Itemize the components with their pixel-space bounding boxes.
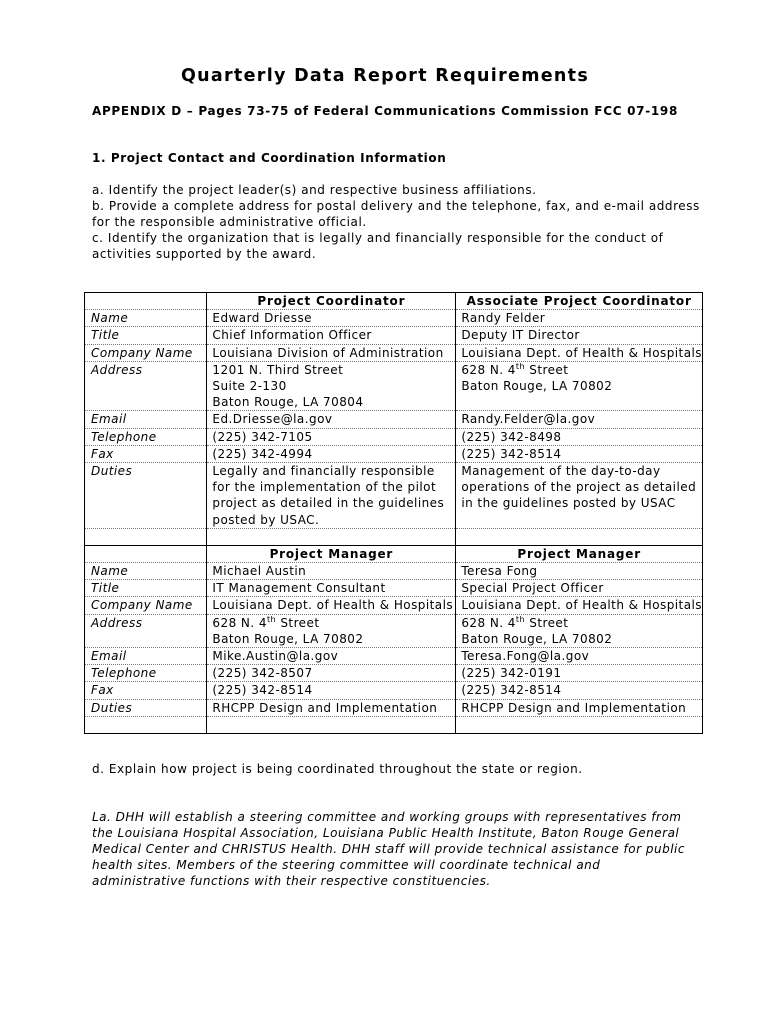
row-label: Duties [85, 699, 207, 716]
answer-line: Medical Center and CHRISTUS Health. DHH staff will provide technical assistance for public [92, 842, 685, 856]
document-subtitle: APPENDIX D – Pages 73-75 of Federal Communications Commission FCC 07-198 [91, 104, 679, 118]
table-row [85, 563, 703, 580]
table-cell: (225) 342-8498 [456, 428, 703, 445]
column-header: Project Coordinator [207, 293, 456, 310]
table-cell: RHCPP Design and Implementation [456, 699, 703, 716]
instruction-line: b. Provide a complete address for postal delivery and the telephone, fax, and e-mail address [92, 199, 700, 213]
address-line: Baton Rouge, LA 70802 [461, 631, 613, 646]
table-row [85, 327, 703, 344]
document-title: Quarterly Data Report Requirements [180, 66, 590, 86]
table-cell: Mike.Austin@la.gov [207, 648, 456, 665]
table-row [85, 682, 703, 699]
duties-line: posted by USAC. [212, 512, 320, 527]
table-cell: (225) 342-8514 [456, 682, 703, 699]
blank-row [85, 716, 703, 733]
address-line: Baton Rouge, LA 70804 [212, 395, 364, 410]
table-cell: Louisiana Division of Administration [207, 344, 456, 361]
table-cell: Randy.Felder@la.gov [456, 411, 703, 428]
table-header-row [85, 545, 703, 562]
table-cell: Special Project Officer [456, 580, 703, 597]
table-cell: (225) 342-4994 [207, 445, 456, 462]
section-instructions [92, 182, 712, 262]
address-line: Baton Rouge, LA 70802 [461, 379, 613, 394]
row-label: Name [85, 310, 207, 327]
table-row [85, 428, 703, 445]
column-header: Associate Project Coordinator [456, 293, 703, 310]
table-cell: Randy Felder [456, 310, 703, 327]
table-cell [207, 614, 456, 647]
table-row [85, 580, 703, 597]
section-heading: 1. Project Contact and Coordination Information [92, 151, 447, 165]
table-cell [456, 361, 703, 411]
row-label: Email [85, 411, 207, 428]
table-cell: (225) 342-7105 [207, 428, 456, 445]
table-cell: RHCPP Design and Implementation [207, 699, 456, 716]
row-label: Title [85, 327, 207, 344]
row-label: Duties [85, 463, 207, 529]
table-row [85, 411, 703, 428]
row-label: Address [85, 614, 207, 647]
row-label: Telephone [85, 665, 207, 682]
column-header: Project Manager [456, 545, 703, 562]
table-row [85, 310, 703, 327]
table-cell: (225) 342-8514 [207, 682, 456, 699]
address-line: Baton Rouge, LA 70802 [212, 631, 364, 646]
table-row [85, 344, 703, 361]
duties-line: project as detailed in the guidelines [212, 496, 445, 511]
table-header-row [85, 293, 703, 310]
instruction-line: c. Identify the organization that is legally and financially responsible for the conduct of [92, 231, 664, 245]
table-row [85, 597, 703, 614]
row-label: Telephone [85, 428, 207, 445]
table-row [85, 614, 703, 647]
instruction-line: for the responsible administrative official. [92, 215, 367, 229]
duties-line: in the guidelines posted by USAC [461, 496, 676, 511]
row-label: Fax [85, 682, 207, 699]
table-cell [456, 614, 703, 647]
table-cell: (225) 342-8514 [456, 445, 703, 462]
row-label: Address [85, 361, 207, 411]
row-label: Email [85, 648, 207, 665]
table-cell: (225) 342-0191 [456, 665, 703, 682]
table-cell: Edward Driesse [207, 310, 456, 327]
table-row [85, 665, 703, 682]
table-cell [456, 463, 703, 529]
blank-row [85, 528, 703, 545]
table-row [85, 361, 703, 411]
address-line: 628 N. 4th Street [212, 614, 320, 630]
table-cell: IT Management Consultant [207, 580, 456, 597]
duties-line: Legally and financially responsible [212, 464, 435, 479]
table-cell: Teresa.Fong@la.gov [456, 648, 703, 665]
table-cell: Louisiana Dept. of Health & Hospitals [456, 344, 703, 361]
table-cell [207, 463, 456, 529]
answer-line: administrative functions with their respective constituencies. [92, 874, 491, 888]
table-cell: Louisiana Dept. of Health & Hospitals [207, 597, 456, 614]
answer-line: the Louisiana Hospital Association, Louisiana Public Health Institute, Baton Rouge General [92, 826, 680, 840]
table-row [85, 699, 703, 716]
row-label: Company Name [85, 597, 207, 614]
question-d: d. Explain how project is being coordinated throughout the state or region. [92, 762, 583, 776]
table-row [85, 648, 703, 665]
table-cell [207, 361, 456, 411]
table-cell: Teresa Fong [456, 563, 703, 580]
duties-line: operations of the project as detailed [461, 480, 697, 495]
answer-paragraph [92, 809, 732, 889]
table-row [85, 463, 703, 529]
table-cell: Michael Austin [207, 563, 456, 580]
row-label: Name [85, 563, 207, 580]
address-line: 1201 N. Third Street [212, 362, 344, 377]
table-row [85, 445, 703, 462]
answer-line: health sites. Members of the steering committee will coordinate technical and [92, 858, 601, 872]
answer-line: La. DHH will establish a steering committee and working groups with representatives from [92, 810, 682, 824]
row-label: Company Name [85, 344, 207, 361]
table-cell: Louisiana Dept. of Health & Hospitals [456, 597, 703, 614]
duties-line: for the implementation of the pilot [212, 480, 437, 495]
row-label: Fax [85, 445, 207, 462]
address-line: Suite 2-130 [212, 379, 287, 394]
instruction-line: a. Identify the project leader(s) and respective business affiliations. [92, 183, 537, 197]
address-line: 628 N. 4th Street [461, 361, 569, 377]
column-header: Project Manager [207, 545, 456, 562]
table-cell: Chief Information Officer [207, 327, 456, 344]
duties-line: Management of the day-to-day [461, 464, 661, 479]
address-line: 628 N. 4th Street [461, 614, 569, 630]
table-cell: Ed.Driesse@la.gov [207, 411, 456, 428]
table-cell: (225) 342-8507 [207, 665, 456, 682]
contact-table [84, 292, 703, 734]
table-cell: Deputy IT Director [456, 327, 703, 344]
instruction-line: activities supported by the award. [92, 247, 317, 261]
row-label: Title [85, 580, 207, 597]
